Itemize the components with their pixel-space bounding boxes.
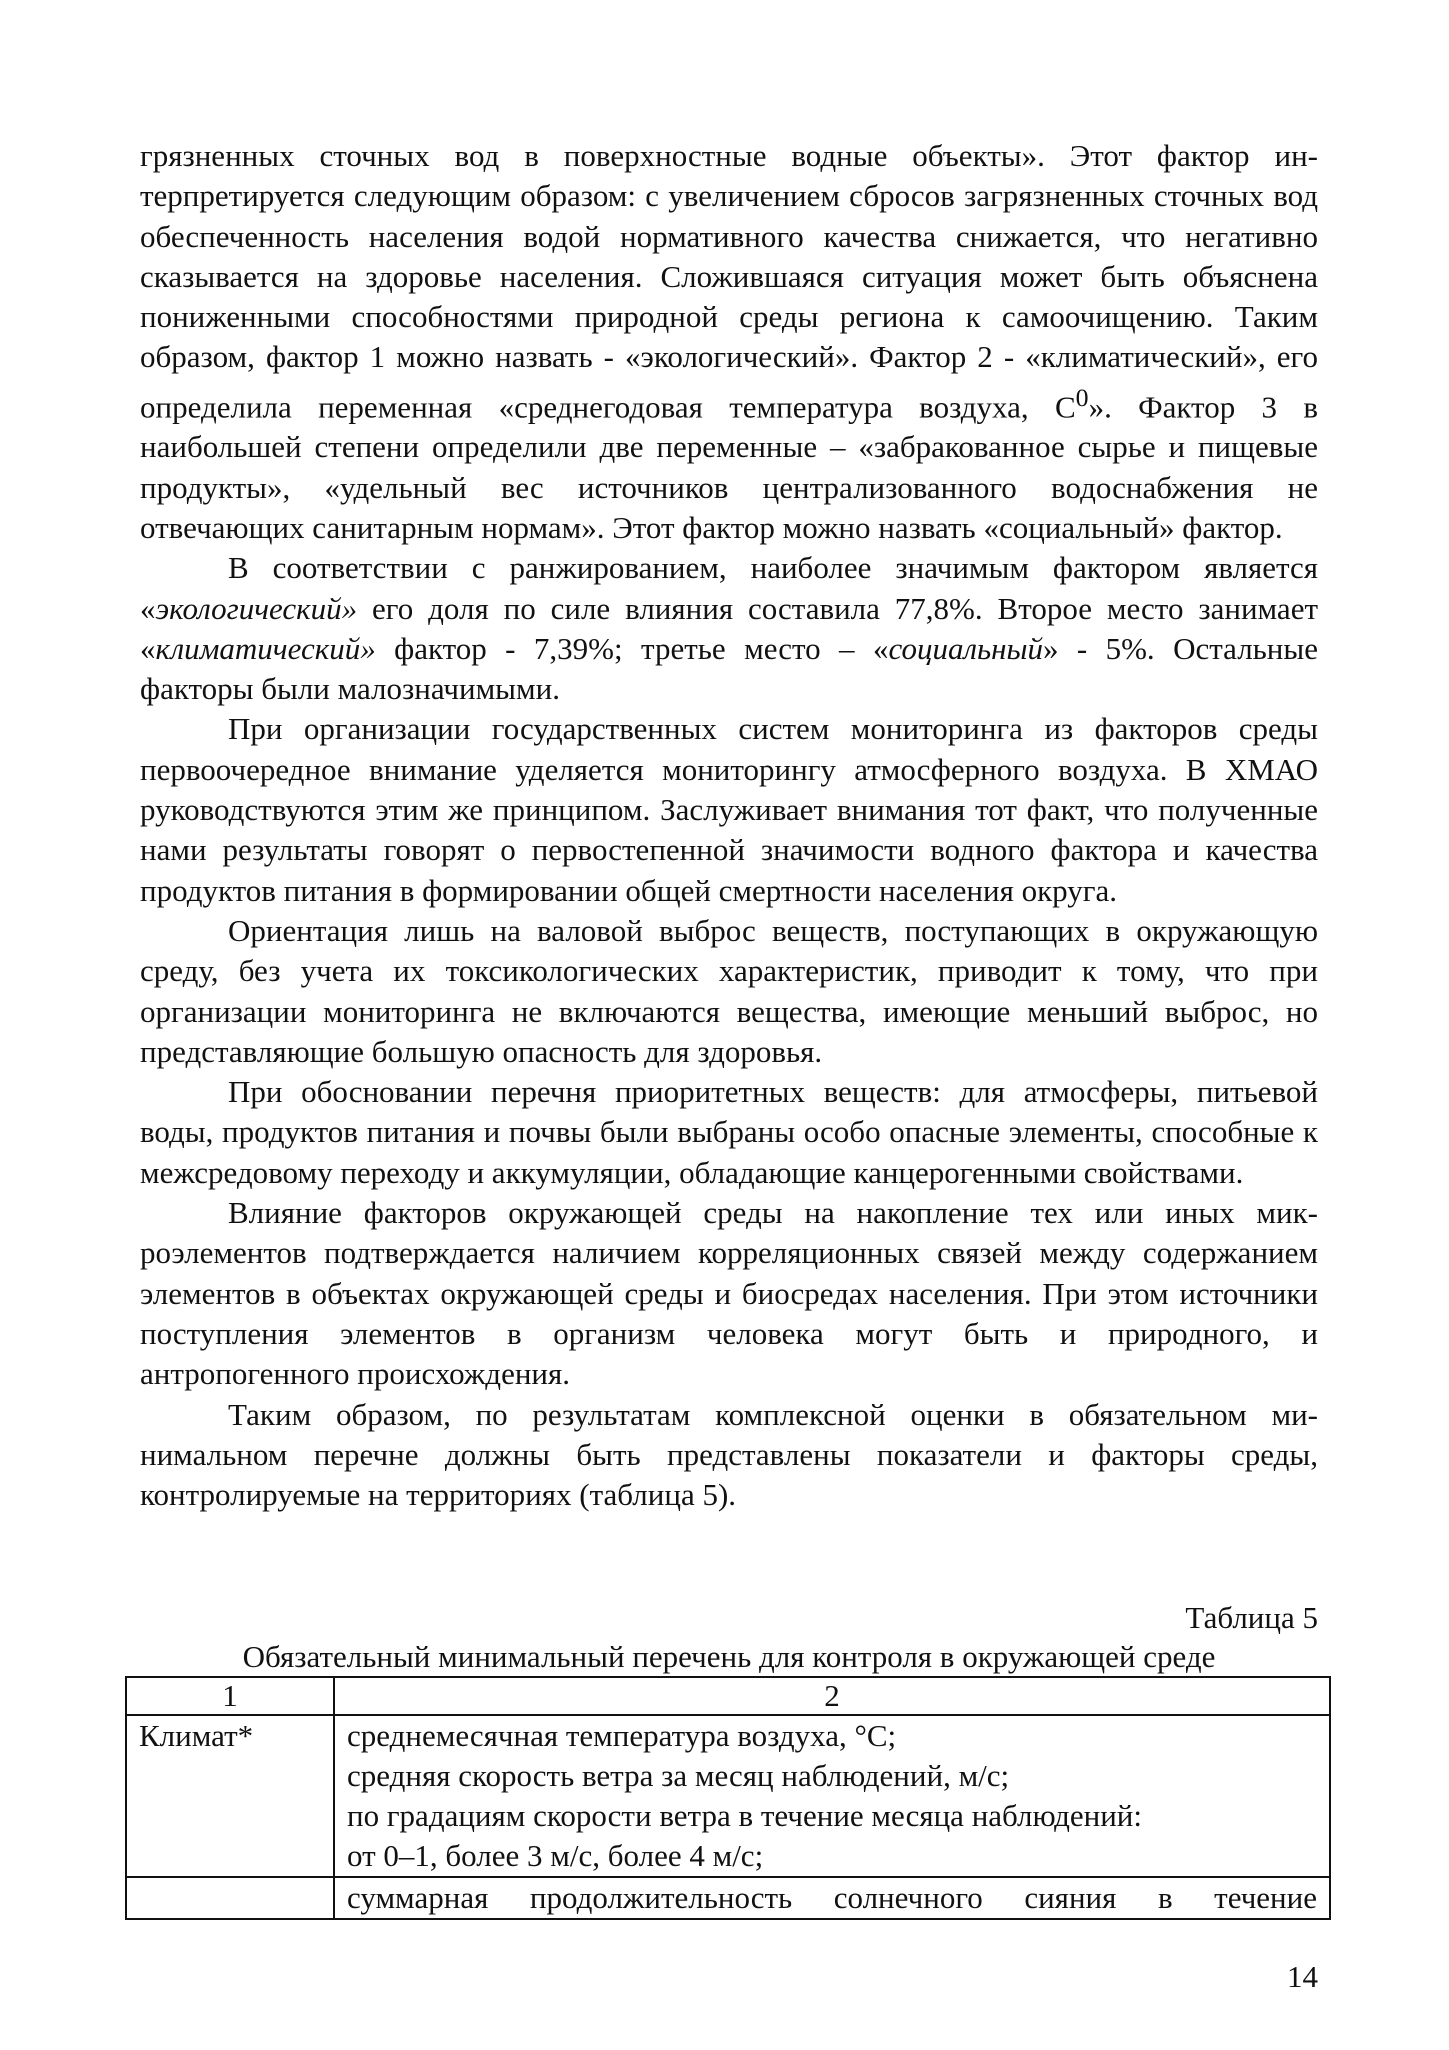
table-cell-category: Климат*: [126, 1715, 334, 1877]
superscript-degree: 0: [1075, 382, 1089, 412]
indicator-line: по градациям скорости ветра в течение месяца наблюдений:: [347, 1798, 1143, 1833]
body-text: [140, 136, 1318, 1515]
italic-term-ecological: экологический»: [155, 590, 358, 626]
paragraph-2: В соответствии с ранжированием, наиболее значимым фактором является «экологический» его доля по силе влияния составила 77,8%. Второе место занимает «климатический» фактор - 7,39%; третье место – «социальный» - 5%. Остальные факторы были малозначимыми.: [140, 550, 1318, 707]
control-list-table: [125, 1676, 1331, 1920]
indicator-line: средняя скорость ветра за месяц наблюдений, м/с;: [347, 1758, 1010, 1793]
indicator-line: среднемесячная температура воздуха, °С;: [347, 1718, 897, 1753]
table-header-cell: 1: [126, 1677, 334, 1715]
paragraph-1: грязненных сточных вод в поверхностные водные объекты». Этот фактор интерпретируется следующим образом: с увеличением сбросов загрязненных сточных вод обеспеченность населения водой нормативного качества снижается, что негативно сказывается на здоровье населения. Сложившаяся ситуация может быть объяснена пониженными способностями природной среды региона к самоочищению. Таким образом, фактор 1 можно назвать - «экологический». Фактор 2 - «климатический», его определила переменная «среднегодовая температура воздуха, $С^0$». Фактор 3 в наибольшей степени определили две переменные – «забракованное сырье и пищевые продукты», «удельный вес источников централизованного водоснабжения не отвечающих санитарным нормам». Этот фактор можно назвать «социальный» фактор.: [140, 138, 1318, 545]
paragraph-4: Ориентация лишь на валовой выброс веществ, поступающих в окружающую среду, без учета их токсикологических характеристик, приводит к тому, что при организации мониторинга не включаются вещества, имеющие меньший выброс, но представляющие большую опасность для здоровья.: [140, 912, 1318, 1069]
italic-term-climatic: климатический»: [155, 630, 376, 666]
table-title: Обязательный минимальный перечень для контроля в окружающей среде: [242, 1639, 1216, 1674]
page-number: 14: [1287, 1959, 1318, 1994]
table-cell-indicators: [334, 1715, 1330, 1877]
table-row: [126, 1715, 1330, 1877]
table-row: [126, 1877, 1330, 1919]
indicator-line: от 0–1, более 3 м/с, более 4 м/с;: [347, 1838, 764, 1873]
paragraph-6: Влияние факторов окружающей среды на накопление тех или иных микроэлементов подтверждается наличием корреляционных связей между содержанием элементов в объектах окружающей среды и биосредах населения. При этом источники поступления элементов в организм человека могут быть и природного, и антропогенного происхождения.: [140, 1195, 1318, 1392]
italic-term-social: социальный: [888, 630, 1043, 666]
table-header-row: [126, 1677, 1330, 1715]
indicator-line: суммарная продолжительность солнечного сияния в течение: [347, 1880, 1317, 1915]
paragraph-3: При организации государственных систем мониторинга из факторов среды первоочередное внимание уделяется мониторингу атмосферного воздуха. В ХМАО руководствуются этим же принципом. Заслуживает внимания тот факт, что полученные нами результаты говорят о первостепенной значимости водного фактора и качества продуктов питания в формировании общей смертности населения округа.: [140, 711, 1318, 908]
paragraph-7: Таким образом, по результатам комплексной оценки в обязательном минимальном перечне должны быть представлены показатели и факторы среды, контролируемые на территориях (таблица 5).: [140, 1396, 1318, 1513]
table-cell-category: [126, 1877, 334, 1919]
table-header-cell: 2: [334, 1677, 1330, 1715]
paragraph-5: При обосновании перечня приоритетных веществ: для атмосферы, питьевой воды, продуктов питания и почвы были выбраны особо опасные элементы, способные к межсредовому переходу и аккумуляции, обладающие канцерогенными свойствами.: [140, 1074, 1318, 1190]
table-cell-indicators: [334, 1877, 1330, 1919]
table-label: Таблица 5: [1185, 1600, 1318, 1635]
